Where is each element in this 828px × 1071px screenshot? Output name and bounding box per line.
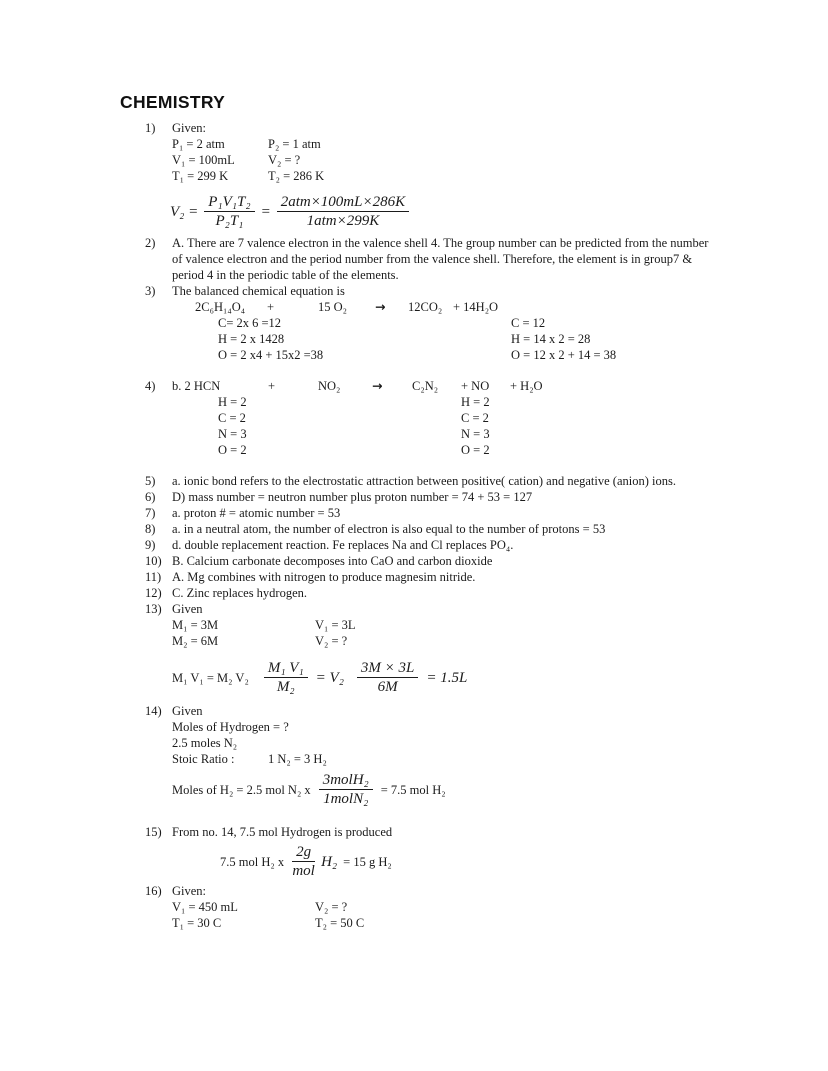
item-number: 3): [145, 284, 156, 298]
fraction: [277, 194, 409, 229]
plus-sign: +: [268, 379, 276, 393]
item-7: [120, 505, 778, 521]
item-10: [120, 553, 778, 569]
product-count: H = 2: [461, 395, 490, 409]
reactant-1: b. 2 HCN: [172, 379, 221, 393]
given-row: [172, 152, 772, 168]
given-value: 2.5 moles N₂: [172, 736, 238, 750]
given-label: Given:: [172, 884, 207, 898]
formula-term: H₂: [321, 853, 338, 870]
given-label: Given:: [172, 121, 207, 135]
given-value: V₁ = 100mL: [172, 153, 235, 167]
item-number: 5): [145, 474, 156, 488]
item-number: 7): [145, 506, 156, 520]
fraction-numerator: M₁ V₁: [264, 660, 308, 678]
given-label: Given: [172, 704, 203, 718]
item-body: [172, 378, 772, 458]
reactant-2: 15 O₂: [318, 300, 348, 314]
product-count: O = 12 x 2 + 14 = 38: [511, 348, 617, 362]
fraction: [292, 844, 315, 879]
fraction-denominator: 1molN₂: [323, 791, 369, 807]
item-13: [120, 601, 778, 703]
given-value: P₁ = 2 atm: [172, 137, 225, 151]
fraction-numerator: 3molH₂: [319, 772, 373, 790]
fraction-numerator: 2g: [292, 844, 315, 862]
fraction-numerator: P₁V₁T₂: [204, 194, 254, 212]
answer-text: A. There are 7 valence electron in the valence shell 4. The group number can be predicted from the number of valence electron and the period number from the valence shell. Therefore, the element is in group7 & period 4 in the periodic table of the elements.: [172, 236, 709, 282]
given-value: T₁ = 299 K: [172, 169, 229, 183]
equals-sign: =: [260, 203, 271, 220]
given-value: Moles of Hydrogen = ?: [172, 720, 289, 734]
item-label: The balanced chemical equation is: [172, 284, 345, 298]
item-4: [120, 378, 778, 458]
reactant-count: C= 2x 6 =12: [218, 316, 282, 330]
item-3: [120, 283, 778, 363]
mole-ratio-formula: [172, 772, 772, 807]
item-14: [120, 703, 778, 812]
item-8: [120, 521, 778, 537]
reactant-count: C = 2: [218, 411, 246, 425]
item-number: 16): [145, 884, 162, 898]
item-1: [120, 120, 778, 235]
product-count: O = 2: [461, 443, 490, 457]
product-1: C₂N₂: [412, 379, 439, 393]
stoic-ratio-row: [172, 751, 772, 767]
fraction-denominator: mol: [292, 863, 315, 879]
product-1: 12CO₂: [408, 300, 443, 314]
item-number: 12): [145, 586, 162, 600]
arrow-icon: →: [372, 378, 383, 393]
product-count: C = 12: [511, 316, 546, 330]
reactant-count: N = 3: [218, 427, 247, 441]
item-2: [120, 235, 778, 283]
answer-text: C. Zinc replaces hydrogen.: [172, 586, 308, 600]
item-number: 11): [145, 570, 162, 584]
balance-row: [172, 410, 772, 426]
formula-result: = 1.5L: [426, 669, 468, 686]
answer-text: D) mass number = neutron number plus proton number = 74 + 53 = 127: [172, 490, 533, 504]
given-value: V₂ = ?: [268, 153, 301, 167]
item-body: [172, 120, 772, 235]
fraction-denominator: M₂: [276, 679, 295, 695]
given-label: Given: [172, 602, 203, 616]
given-row: [172, 899, 772, 915]
arrow-icon: →: [375, 299, 386, 314]
item-body: [172, 883, 772, 931]
item-body: [172, 824, 772, 883]
given-value: M₁ = 3M: [172, 618, 219, 632]
given-value: P₂ = 1 atm: [268, 137, 321, 151]
item-number: 14): [145, 704, 162, 718]
item-body: [172, 703, 772, 812]
item-5: [120, 473, 778, 489]
chemical-equation: [172, 378, 772, 394]
item-number: 2): [145, 236, 156, 250]
given-row: [172, 168, 772, 184]
product-count: N = 3: [461, 427, 490, 441]
given-value: T₂ = 50 C: [315, 916, 365, 930]
item-6: [120, 489, 778, 505]
given-row: [172, 617, 772, 633]
item-number: 13): [145, 602, 162, 616]
answer-text: a. proton # = atomic number = 53: [172, 506, 341, 520]
item-number: 8): [145, 522, 156, 536]
balance-row: [172, 426, 772, 442]
item-label: From no. 14, 7.5 mol Hydrogen is produced: [172, 825, 393, 839]
formula-statement: M₁ V₁ = M₂ V₂: [172, 670, 249, 685]
given-value: T₂ = 286 K: [268, 169, 325, 183]
answer-text: a. in a neutral atom, the number of electron is also equal to the number of protons = 53: [172, 522, 606, 536]
balance-row: [172, 315, 772, 331]
item-9: [120, 537, 778, 553]
formula-lhs: V₂ =: [170, 203, 199, 220]
given-row: [172, 915, 772, 931]
equals-term: = V₂: [315, 669, 344, 686]
reactant-1: 2C₆H₁₄O₄: [195, 300, 246, 314]
balance-row: [172, 347, 772, 363]
formula-statement: Moles of H₂ = 2.5 mol N₂ x: [172, 782, 311, 797]
reactant-count: H = 2 x 1428: [218, 332, 285, 346]
fraction-denominator: 1atm×299K: [306, 213, 380, 229]
product-count: H = 14 x 2 = 28: [511, 332, 591, 346]
balance-row: [172, 442, 772, 458]
formula-result: = 15 g H₂: [343, 854, 392, 869]
item-number: 15): [145, 825, 162, 839]
given-value: T₁ = 30 C: [172, 916, 222, 930]
item-number: 9): [145, 538, 156, 552]
product-2: + NO: [461, 379, 490, 393]
given-row: [172, 136, 772, 152]
page-title: CHEMISTRY: [120, 92, 226, 112]
given-row: [172, 633, 772, 649]
answer-text: B. Calcium carbonate decomposes into CaO and carbon dioxide: [172, 554, 493, 568]
item-15: [120, 824, 778, 883]
plus-sign: +: [267, 300, 275, 314]
item-number: 6): [145, 490, 156, 504]
item-body: [172, 601, 772, 703]
given-value: V₂ = ?: [315, 634, 348, 648]
fraction-numerator: 3M × 3L: [357, 660, 418, 678]
reactant-count: O = 2: [218, 443, 247, 457]
formula-statement: 7.5 mol H₂ x: [220, 854, 285, 869]
item-body: [172, 283, 772, 363]
given-value: V₁ = 450 mL: [172, 900, 238, 914]
given-value: V₂ = ?: [315, 900, 348, 914]
reactant-2: NO₂: [318, 379, 341, 393]
answer-text: a. ionic bond refers to the electrostatic attraction between positive( cation) and negative (anion) ions.: [172, 474, 676, 488]
fraction: [357, 660, 418, 695]
given-value: M₂ = 6M: [172, 634, 219, 648]
stoic-ratio-value: 1 N₂ = 3 H₂: [268, 752, 327, 766]
answer-text: A. Mg combines with nitrogen to produce magnesim nitride.: [172, 570, 476, 584]
given-value: V₁ = 3L: [315, 618, 356, 632]
fraction-denominator: 6M: [377, 679, 398, 695]
reactant-count: H = 2: [218, 395, 247, 409]
fraction: [264, 660, 308, 695]
product-count: C = 2: [461, 411, 489, 425]
dilution-formula: [172, 660, 772, 695]
fraction-numerator: 2atm×100mL×286K: [277, 194, 409, 212]
fraction: [204, 194, 254, 229]
product-3: + H₂O: [510, 379, 543, 393]
chemical-equation: [172, 299, 772, 315]
item-11: [120, 569, 778, 585]
formula-result: = 7.5 mol H₂: [380, 782, 446, 797]
gas-law-formula: [170, 194, 772, 229]
stoic-ratio-label: Stoic Ratio :: [172, 752, 235, 766]
item-16: [120, 883, 778, 931]
mass-conversion-formula: [220, 844, 772, 879]
fraction: [319, 772, 373, 807]
item-number: 1): [145, 121, 156, 135]
item-12: [120, 585, 778, 601]
item-number: 10): [145, 554, 162, 568]
product-2: + 14H₂O: [453, 300, 499, 314]
item-number: 4): [145, 379, 156, 393]
fraction-denominator: P₂T₁: [215, 213, 244, 229]
balance-row: [172, 331, 772, 347]
answer-text: d. double replacement reaction. Fe replaces Na and Cl replaces PO₄.: [172, 538, 514, 552]
balance-row: [172, 394, 772, 410]
reactant-count: O = 2 x4 + 15x2 =38: [218, 348, 324, 362]
